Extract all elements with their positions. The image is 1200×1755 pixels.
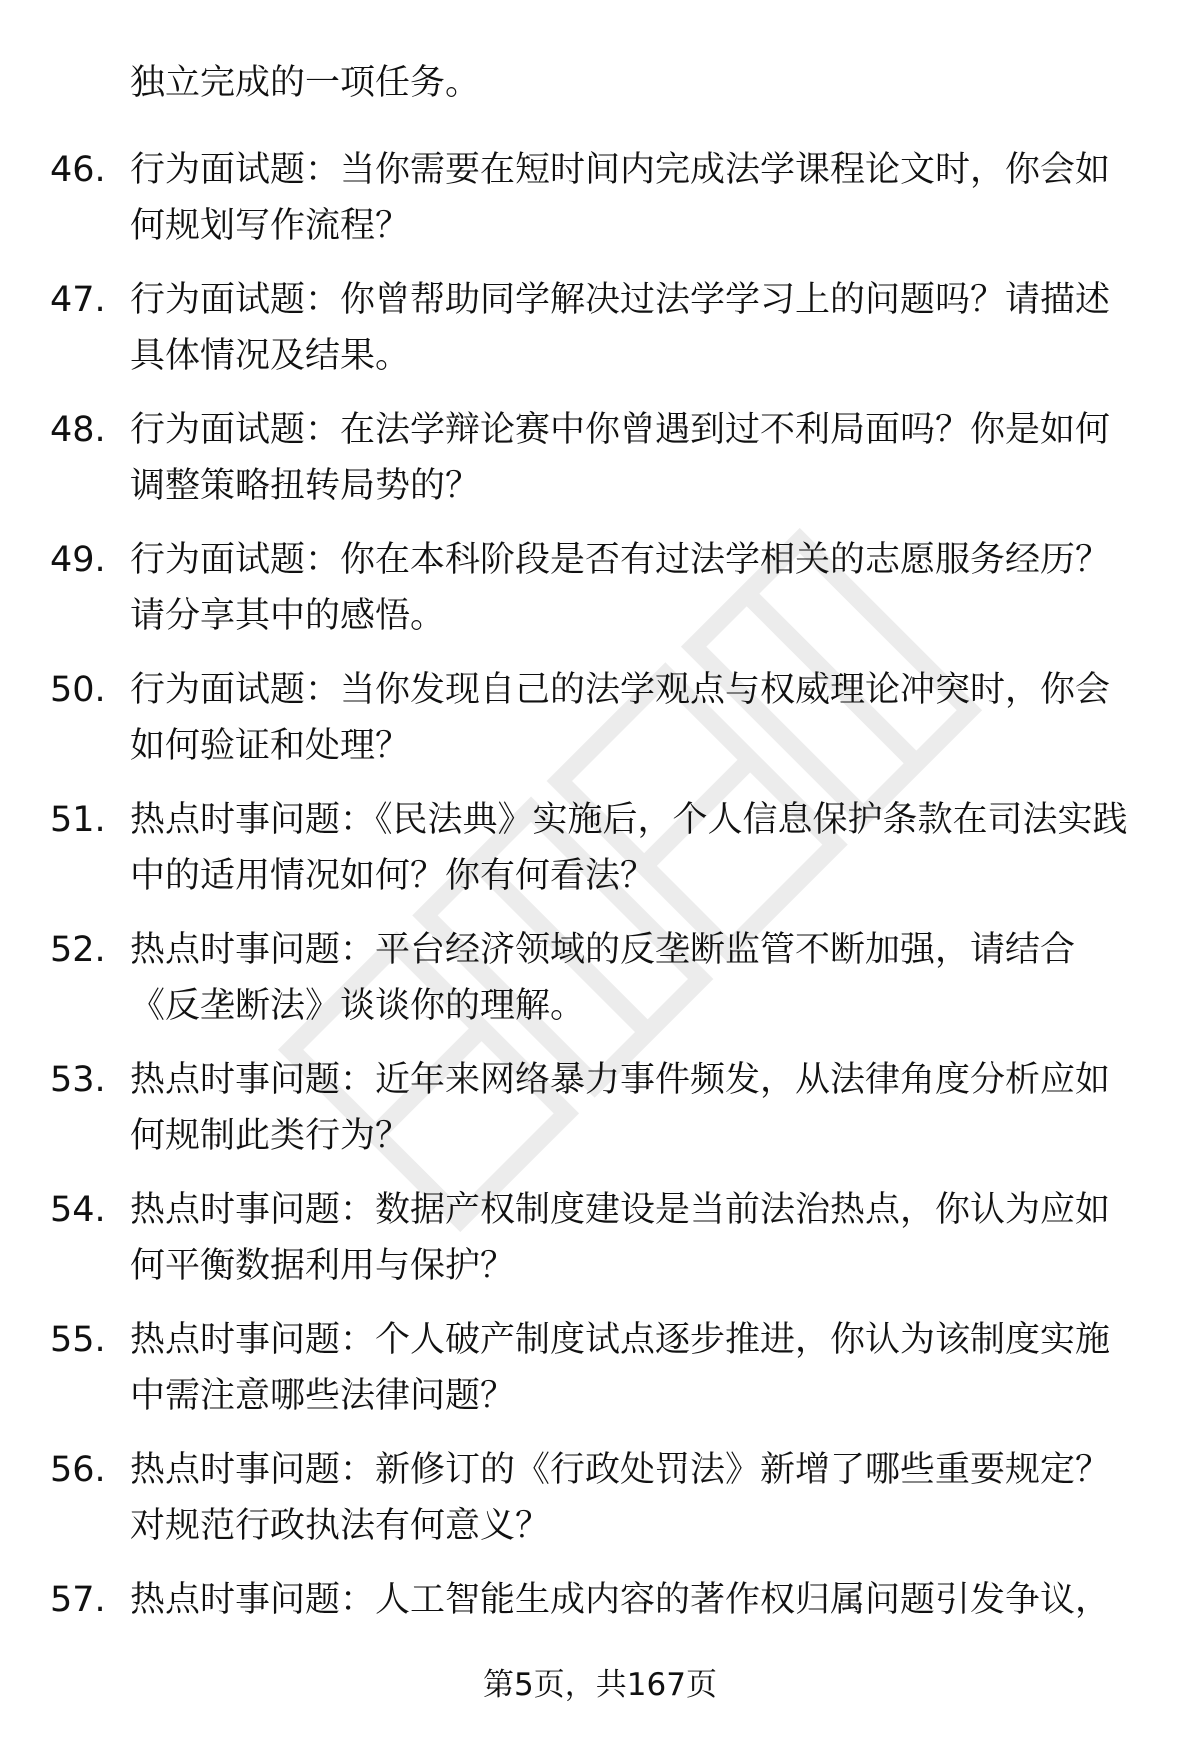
list-item [0,1442,1200,1572]
question-number: 56. [50,1450,106,1490]
question-text: 行为面试题：在法学辩论赛中你曾遇到过不利局面吗？你是如何调整策略扭转局势的？ [130,410,1111,506]
question-number: 49. [50,540,106,580]
list-item [0,532,1200,662]
continuation-text: 独立完成的一项任务。 [130,63,481,103]
question-text: 行为面试题：当你发现自己的法学观点与权威理论冲突时，你会如何验证和处理？ [130,670,1111,766]
question-text: 热点时事问题：数据产权制度建设是当前法治热点，你认为应如何平衡数据利用与保护？ [130,1190,1111,1286]
question-text: 热点时事问题：近年来网络暴力事件频发，从法律角度分析应如何规制此类行为？ [130,1060,1111,1156]
question-text: 行为面试题：你在本科阶段是否有过法学相关的志愿服务经历？请分享其中的感悟。 [130,540,1111,636]
question-number: 48. [50,410,106,450]
list-item [0,922,1200,1052]
question-number: 47. [50,280,106,320]
question-number: 57. [50,1580,106,1620]
page-number-footer: 第5页，共167页 [483,1667,717,1703]
question-number: 50. [50,670,106,710]
question-list [0,142,1200,1702]
question-number: 51. [50,800,106,840]
question-text: 热点时事问题：《民法典》实施后，个人信息保护条款在司法实践中的适用情况如何？你有何看法？ [130,800,1128,896]
question-number: 53. [50,1060,106,1100]
list-item [0,402,1200,532]
question-text: 热点时事问题：个人破产制度试点逐步推进，你认为该制度实施中需注意哪些法律问题？ [130,1320,1111,1416]
question-text: 热点时事问题：平台经济领域的反垄断监管不断加强，请结合《反垄断法》谈谈你的理解。 [130,930,1076,1026]
list-item [0,272,1200,402]
list-item [0,662,1200,792]
question-number: 52. [50,930,106,970]
list-item [0,1052,1200,1182]
question-text: 行为面试题：你曾帮助同学解决过法学学习上的问题吗？请描述具体情况及结果。 [130,280,1111,376]
question-number: 55. [50,1320,106,1360]
list-item [0,1182,1200,1312]
question-text: 行为面试题：当你需要在短时间内完成法学课程论文时，你会如何规划写作流程？ [130,150,1111,246]
question-text: 热点时事问题：人工智能生成内容的著作权归属问题引发争议， [130,1580,1111,1620]
list-item [0,1312,1200,1442]
question-text: 热点时事问题：新修订的《行政处罚法》新增了哪些重要规定？对规范行政执法有何意义？ [130,1450,1111,1546]
question-number: 46. [50,150,106,190]
question-number: 54. [50,1190,106,1230]
list-item [0,792,1200,922]
list-item [0,142,1200,272]
